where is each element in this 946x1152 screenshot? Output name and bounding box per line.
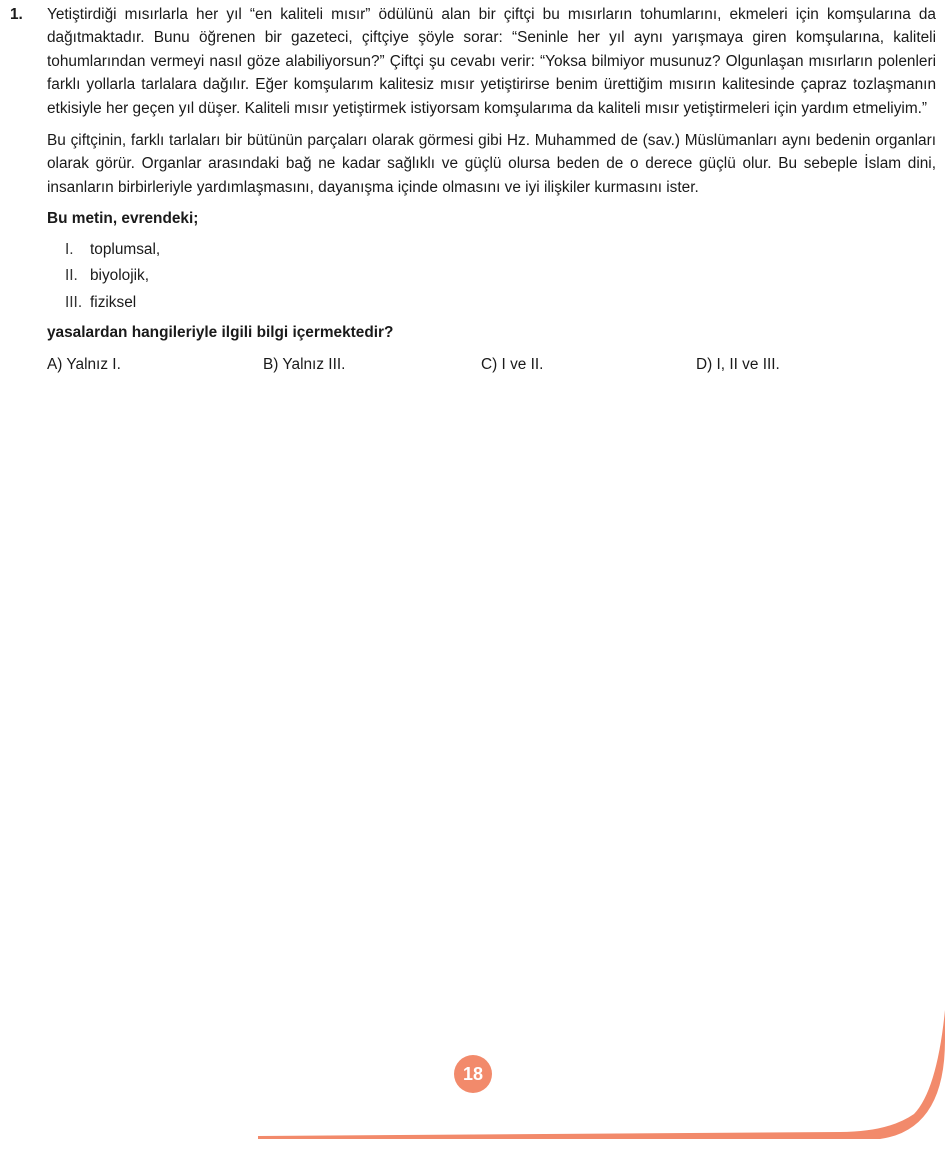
story-paragraph: Yetiştirdiği mısırlarla her yıl “en kaliteli mısır” ödülünü alan bir çiftçi bu mısırların tohumlarını, ekmeleri için komşularına da dağıtmaktadır. Bunu öğrenen bir gazeteci, çiftçiye şöyle sorar: “Seninle her yıl aynı yarışmaya giren komşularına, kaliteli tohumlarından vermeyi nasıl göze alabiliyorsun?” Çiftçi şu cevabı verir: “Yoksa bilmiyor musunuz? Olgunlaşan mısırların polenleri farklı yollarla tarlalara dağılır. Eğer komşularım kalitesiz mısır yetiştirirse benim ürettiğim mısırın kalitesinde çapraz tozlaşmanın etkisiyle her geçen yıl düşer. Kaliteli mısır yetiştirmek istiyorsam komşularıma da kaliteli mısır yetiştirmeleri için yardım etmeliyim.” (47, 6, 936, 117)
question-number: 1. (10, 6, 23, 23)
statement-item (65, 263, 936, 290)
page-number-badge: 18 (454, 1055, 492, 1093)
answer-options (47, 353, 936, 377)
statement-text: biyolojik, (90, 267, 150, 285)
question-prompt: yasalardan hangileriyle ilgili bilgi içermektedir? (47, 324, 394, 342)
question-block (10, 3, 936, 377)
statement-numeral: II. (65, 267, 78, 285)
question-body (47, 3, 936, 377)
question-stem: Bu metin, evrendeki; (47, 210, 199, 228)
option-a[interactable]: A) Yalnız I. (47, 355, 121, 373)
explanation-paragraph: Bu çiftçinin, farklı tarlaları bir bütünün parçaları olarak görmesi gibi Hz. Muhammed de (sav.) Müslümanları aynı bedenin organları olarak görür. Organlar arasındaki bağ ne kadar sağlıklı ve güçlü olursa beden de o derece güçlü olur. Bu sebeple İslam dini, insanların birbirleriyle yardımlaşmasını, dayanışma içinde olmasını ve iyi ilişkiler kurmasını ister. (47, 132, 936, 196)
option-d[interactable]: D) I, II ve III. (696, 355, 780, 373)
statement-numeral: I. (65, 240, 74, 258)
statement-item (65, 237, 936, 264)
statement-text: toplumsal, (90, 240, 161, 258)
statement-text: fiziksel (90, 293, 137, 311)
statement-numeral: III. (65, 293, 83, 311)
statement-item (65, 290, 936, 317)
option-c[interactable]: C) I ve II. (481, 355, 544, 373)
option-b[interactable]: B) Yalnız III. (263, 355, 346, 373)
